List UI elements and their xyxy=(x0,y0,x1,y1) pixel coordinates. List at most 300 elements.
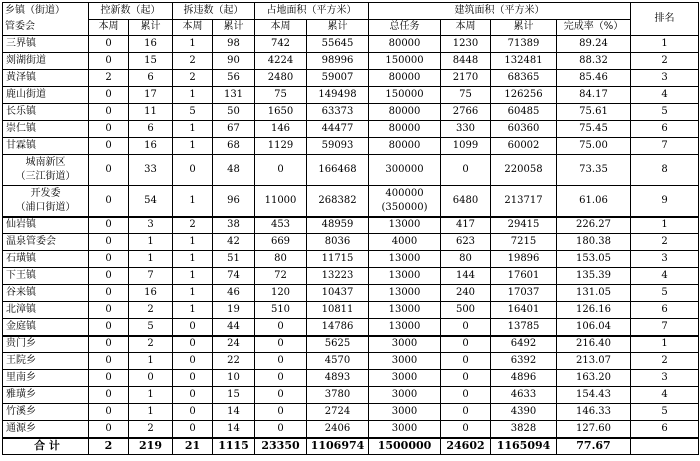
cell-total-task-line: 13000 xyxy=(388,270,421,281)
cell-land-area-cumulative: 55645 xyxy=(307,36,369,53)
cell-demolish-cumulative: 96 xyxy=(213,186,255,217)
cell-completion-rate: 75.00 xyxy=(557,138,631,155)
cell-rank: 4 xyxy=(631,387,699,404)
cell-total-task xyxy=(369,302,441,319)
cell-completion-rate: 88.32 xyxy=(557,53,631,70)
cell-rank: 7 xyxy=(631,319,699,336)
total-completion-rate: 77.67 xyxy=(557,438,631,455)
cell-control-new-week: 0 xyxy=(89,421,129,438)
cell-total-task xyxy=(369,70,441,87)
cell-control-new-cumulative: 16 xyxy=(129,285,173,302)
cell-completion-rate: 127.60 xyxy=(557,421,631,438)
cell-completion-rate: 84.17 xyxy=(557,87,631,104)
table-row xyxy=(3,186,699,217)
cell-land-area-week: 453 xyxy=(255,217,307,234)
cell-control-new-cumulative: 1 xyxy=(129,234,173,251)
town-name xyxy=(3,121,89,138)
cell-completion-rate: 135.39 xyxy=(557,268,631,285)
cell-land-area-cumulative: 8036 xyxy=(307,234,369,251)
cell-rank: 1 xyxy=(631,36,699,53)
cell-control-new-cumulative: 1 xyxy=(129,353,173,370)
town-name xyxy=(3,268,89,285)
total-label: 合 计 xyxy=(3,438,89,455)
cell-total-task xyxy=(369,421,441,438)
cell-control-new-cumulative: 1 xyxy=(129,251,173,268)
cell-rank: 8 xyxy=(631,155,699,186)
cell-control-new-week: 0 xyxy=(89,36,129,53)
cell-land-area-week: 0 xyxy=(255,387,307,404)
cell-demolish-week: 0 xyxy=(173,387,213,404)
total-demolish-cumulative: 1115 xyxy=(213,438,255,455)
cell-land-area-week: 0 xyxy=(255,155,307,186)
cell-land-area-week: 4224 xyxy=(255,53,307,70)
table-row xyxy=(3,36,699,53)
cell-rank: 6 xyxy=(631,302,699,319)
total-build-area-week: 24602 xyxy=(441,438,491,455)
cell-control-new-week: 0 xyxy=(89,186,129,217)
cell-control-new-cumulative: 1 xyxy=(129,387,173,404)
cell-build-area-week: 1230 xyxy=(441,36,491,53)
cell-rank: 5 xyxy=(631,404,699,421)
cell-completion-rate: 126.16 xyxy=(557,302,631,319)
table-row xyxy=(3,319,699,336)
town-name-line: 开发委 xyxy=(30,187,61,199)
town-name-line: 竹溪乡 xyxy=(6,406,36,417)
cell-land-area-week: 742 xyxy=(255,36,307,53)
cell-total-task-line: 13000 xyxy=(388,219,421,231)
cell-demolish-cumulative: 15 xyxy=(213,387,255,404)
cell-total-task-line: 4000 xyxy=(391,236,418,247)
town-name-line: 雅璜乡 xyxy=(6,389,36,400)
cell-control-new-week: 0 xyxy=(89,138,129,155)
table-row xyxy=(3,234,699,251)
cell-demolish-week: 5 xyxy=(173,104,213,121)
cell-control-new-week: 0 xyxy=(89,53,129,70)
town-name-line: 石璜镇 xyxy=(6,253,36,264)
town-name-line: 仙岩镇 xyxy=(6,219,36,231)
cell-land-area-cumulative: 10811 xyxy=(307,302,369,319)
cell-demolish-cumulative: 131 xyxy=(213,87,255,104)
cell-demolish-week: 1 xyxy=(173,87,213,104)
cell-land-area-cumulative: 59007 xyxy=(307,70,369,87)
cell-land-area-week: 0 xyxy=(255,336,307,353)
header-corner xyxy=(3,3,89,36)
cell-build-area-cumulative: 126256 xyxy=(491,87,557,104)
cell-control-new-cumulative: 1 xyxy=(129,404,173,421)
cell-control-new-cumulative: 2 xyxy=(129,302,173,319)
cell-land-area-week: 0 xyxy=(255,370,307,387)
cell-control-new-cumulative: 16 xyxy=(129,36,173,53)
cell-demolish-cumulative: 46 xyxy=(213,285,255,302)
cell-completion-rate: 180.38 xyxy=(557,234,631,251)
cell-rank: 5 xyxy=(631,285,699,302)
town-name xyxy=(3,387,89,404)
town-name xyxy=(3,234,89,251)
cell-land-area-cumulative: 268382 xyxy=(307,186,369,217)
cell-total-task-line: 13000 xyxy=(388,253,421,264)
cell-control-new-week: 0 xyxy=(89,336,129,353)
cell-build-area-week: 0 xyxy=(441,155,491,186)
cell-control-new-cumulative: 7 xyxy=(129,268,173,285)
header-control-new-week: 本周 xyxy=(89,19,129,36)
cell-build-area-week: 330 xyxy=(441,121,491,138)
cell-land-area-cumulative: 44477 xyxy=(307,121,369,138)
cell-total-task xyxy=(369,36,441,53)
cell-completion-rate: 154.43 xyxy=(557,387,631,404)
cell-demolish-week: 0 xyxy=(173,319,213,336)
town-name xyxy=(3,36,89,53)
cell-total-task xyxy=(369,53,441,70)
cell-demolish-cumulative: 98 xyxy=(213,36,255,53)
cell-demolish-week: 0 xyxy=(173,336,213,353)
cell-build-area-cumulative: 6492 xyxy=(491,336,557,353)
cell-land-area-week: 80 xyxy=(255,251,307,268)
cell-build-area-cumulative: 4633 xyxy=(491,387,557,404)
cell-demolish-cumulative: 67 xyxy=(213,121,255,138)
town-name-line: 温泉管委会 xyxy=(6,236,56,247)
cell-total-task xyxy=(369,404,441,421)
cell-total-task-line: (350000) xyxy=(381,201,428,213)
cell-land-area-cumulative: 13223 xyxy=(307,268,369,285)
cell-build-area-cumulative: 68365 xyxy=(491,70,557,87)
cell-total-task xyxy=(369,104,441,121)
cell-land-area-cumulative: 63373 xyxy=(307,104,369,121)
cell-build-area-cumulative: 7215 xyxy=(491,234,557,251)
town-name xyxy=(3,302,89,319)
header-land-area-cumulative: 累计 xyxy=(307,19,369,36)
cell-demolish-cumulative: 74 xyxy=(213,268,255,285)
cell-land-area-cumulative: 14786 xyxy=(307,319,369,336)
cell-control-new-cumulative: 3 xyxy=(129,217,173,234)
town-name-line: 通源乡 xyxy=(6,422,36,434)
cell-demolish-cumulative: 14 xyxy=(213,421,255,438)
cell-land-area-week: 2480 xyxy=(255,70,307,87)
header-control-new: 控新数（起） xyxy=(89,3,173,20)
cell-land-area-cumulative: 5625 xyxy=(307,336,369,353)
cell-control-new-cumulative: 6 xyxy=(129,121,173,138)
table-row xyxy=(3,353,699,370)
cell-total-task-line: 3000 xyxy=(391,422,418,434)
cell-completion-rate: 146.33 xyxy=(557,404,631,421)
cell-land-area-week: 120 xyxy=(255,285,307,302)
town-name-line: 下王镇 xyxy=(6,270,36,281)
cell-control-new-week: 0 xyxy=(89,268,129,285)
cell-build-area-cumulative: 13785 xyxy=(491,319,557,336)
cell-build-area-week: 75 xyxy=(441,87,491,104)
town-name xyxy=(3,421,89,438)
cell-completion-rate: 213.07 xyxy=(557,353,631,370)
cell-control-new-cumulative: 11 xyxy=(129,104,173,121)
header-rank: 排名 xyxy=(631,3,699,36)
cell-total-task xyxy=(369,217,441,234)
cell-total-task xyxy=(369,234,441,251)
town-name-line: （浦口街道） xyxy=(15,201,76,213)
cell-build-area-week: 500 xyxy=(441,302,491,319)
town-name xyxy=(3,53,89,70)
cell-control-new-week: 0 xyxy=(89,251,129,268)
cell-total-task-line: 150000 xyxy=(385,89,424,100)
table-row xyxy=(3,268,699,285)
cell-total-task-line: 3000 xyxy=(391,389,418,400)
cell-total-task-line: 80000 xyxy=(388,140,421,151)
cell-build-area-cumulative: 29415 xyxy=(491,217,557,234)
cell-demolish-cumulative: 44 xyxy=(213,319,255,336)
header-corner-line2: 管委会 xyxy=(5,21,35,32)
cell-demolish-week: 2 xyxy=(173,70,213,87)
cell-total-task xyxy=(369,268,441,285)
cell-demolish-cumulative: 22 xyxy=(213,353,255,370)
table-body xyxy=(3,36,699,438)
cell-land-area-week: 669 xyxy=(255,234,307,251)
cell-total-task-line: 3000 xyxy=(391,338,418,350)
total-build-area-cumulative: 1165094 xyxy=(491,438,557,455)
cell-total-task-line: 13000 xyxy=(388,287,421,298)
table-row xyxy=(3,87,699,104)
cell-demolish-week: 1 xyxy=(173,302,213,319)
cell-land-area-cumulative: 3780 xyxy=(307,387,369,404)
cell-land-area-cumulative: 2724 xyxy=(307,404,369,421)
header-total-task: 总任务 xyxy=(369,19,441,36)
cell-control-new-cumulative: 16 xyxy=(129,138,173,155)
total-rank xyxy=(631,438,699,455)
cell-build-area-week: 144 xyxy=(441,268,491,285)
cell-demolish-cumulative: 42 xyxy=(213,234,255,251)
cell-build-area-cumulative: 220058 xyxy=(491,155,557,186)
total-demolish-week: 21 xyxy=(173,438,213,455)
header-corner-line1: 乡镇（街道） xyxy=(5,5,65,16)
total-land-area-cumulative: 1106974 xyxy=(307,438,369,455)
town-name xyxy=(3,186,89,217)
cell-build-area-week: 2170 xyxy=(441,70,491,87)
cell-total-task xyxy=(369,251,441,268)
cell-demolish-week: 2 xyxy=(173,217,213,234)
progress-table xyxy=(2,2,699,455)
town-name-line: 谷来镇 xyxy=(6,287,36,298)
cell-control-new-week: 0 xyxy=(89,370,129,387)
cell-build-area-cumulative: 6392 xyxy=(491,353,557,370)
cell-build-area-cumulative: 16401 xyxy=(491,302,557,319)
town-name xyxy=(3,87,89,104)
cell-rank: 4 xyxy=(631,87,699,104)
town-name xyxy=(3,138,89,155)
table-row xyxy=(3,53,699,70)
town-name-line: 贵门乡 xyxy=(6,338,36,350)
cell-land-area-cumulative: 166468 xyxy=(307,155,369,186)
cell-build-area-cumulative: 19896 xyxy=(491,251,557,268)
cell-build-area-week: 623 xyxy=(441,234,491,251)
cell-demolish-cumulative: 14 xyxy=(213,404,255,421)
town-name xyxy=(3,336,89,353)
cell-total-task xyxy=(369,87,441,104)
cell-completion-rate: 153.05 xyxy=(557,251,631,268)
cell-demolish-cumulative: 90 xyxy=(213,53,255,70)
cell-control-new-week: 0 xyxy=(89,155,129,186)
cell-demolish-cumulative: 19 xyxy=(213,302,255,319)
cell-land-area-week: 1129 xyxy=(255,138,307,155)
cell-demolish-cumulative: 10 xyxy=(213,370,255,387)
cell-total-task xyxy=(369,155,441,186)
cell-control-new-week: 0 xyxy=(89,121,129,138)
cell-land-area-week: 75 xyxy=(255,87,307,104)
total-control-new-week: 2 xyxy=(89,438,129,455)
cell-build-area-cumulative: 4390 xyxy=(491,404,557,421)
cell-build-area-week: 0 xyxy=(441,421,491,438)
cell-build-area-week: 0 xyxy=(441,336,491,353)
cell-build-area-week: 8448 xyxy=(441,53,491,70)
cell-build-area-week: 1099 xyxy=(441,138,491,155)
cell-rank: 3 xyxy=(631,70,699,87)
cell-demolish-week: 1 xyxy=(173,186,213,217)
cell-rank: 1 xyxy=(631,217,699,234)
cell-demolish-week: 0 xyxy=(173,353,213,370)
cell-rank: 3 xyxy=(631,370,699,387)
town-name-line: 里南乡 xyxy=(6,372,36,383)
town-name xyxy=(3,319,89,336)
cell-demolish-week: 1 xyxy=(173,268,213,285)
cell-completion-rate: 131.05 xyxy=(557,285,631,302)
table-row xyxy=(3,251,699,268)
cell-demolish-week: 0 xyxy=(173,155,213,186)
header-land-area: 占地面积（平方米） xyxy=(255,3,369,20)
cell-demolish-week: 0 xyxy=(173,370,213,387)
cell-total-task-line: 13000 xyxy=(388,304,421,315)
cell-total-task-line: 80000 xyxy=(388,106,421,117)
cell-land-area-cumulative: 11715 xyxy=(307,251,369,268)
cell-total-task-line: 80000 xyxy=(388,72,421,83)
table-row xyxy=(3,138,699,155)
table-row xyxy=(3,155,699,186)
cell-control-new-week: 0 xyxy=(89,387,129,404)
table-row xyxy=(3,387,699,404)
cell-rank: 9 xyxy=(631,186,699,217)
cell-control-new-week: 0 xyxy=(89,302,129,319)
cell-build-area-week: 80 xyxy=(441,251,491,268)
cell-completion-rate: 61.06 xyxy=(557,186,631,217)
town-name-line: 三界镇 xyxy=(6,38,36,49)
cell-rank: 5 xyxy=(631,104,699,121)
town-name-line: 剡湖街道 xyxy=(6,55,46,66)
cell-rank: 1 xyxy=(631,336,699,353)
cell-total-task-line: 80000 xyxy=(388,38,421,49)
town-name-line: 黄泽镇 xyxy=(6,72,36,83)
cell-total-task-line: 3000 xyxy=(391,406,418,417)
progress-report-sheet xyxy=(2,2,699,455)
cell-completion-rate: 85.46 xyxy=(557,70,631,87)
table-row xyxy=(3,404,699,421)
cell-rank: 4 xyxy=(631,268,699,285)
cell-total-task xyxy=(369,186,441,217)
cell-rank: 6 xyxy=(631,421,699,438)
cell-build-area-cumulative: 17601 xyxy=(491,268,557,285)
cell-build-area-week: 0 xyxy=(441,387,491,404)
table-row xyxy=(3,336,699,353)
cell-total-task xyxy=(369,319,441,336)
table-row xyxy=(3,302,699,319)
cell-control-new-cumulative: 5 xyxy=(129,319,173,336)
cell-total-task xyxy=(369,387,441,404)
cell-total-task xyxy=(369,370,441,387)
cell-land-area-week: 510 xyxy=(255,302,307,319)
cell-completion-rate: 226.27 xyxy=(557,217,631,234)
cell-land-area-week: 0 xyxy=(255,421,307,438)
cell-demolish-week: 1 xyxy=(173,285,213,302)
cell-completion-rate: 89.24 xyxy=(557,36,631,53)
cell-demolish-week: 0 xyxy=(173,404,213,421)
table-header xyxy=(3,3,699,36)
town-name-line: 王院乡 xyxy=(6,355,36,366)
cell-demolish-cumulative: 68 xyxy=(213,138,255,155)
header-build-area-week: 本周 xyxy=(441,19,491,36)
cell-control-new-week: 0 xyxy=(89,87,129,104)
table-row xyxy=(3,421,699,438)
cell-demolish-week: 2 xyxy=(173,53,213,70)
cell-rank: 3 xyxy=(631,251,699,268)
cell-total-task-line: 3000 xyxy=(391,372,418,383)
table-row xyxy=(3,217,699,234)
cell-land-area-cumulative: 4570 xyxy=(307,353,369,370)
cell-rank: 2 xyxy=(631,234,699,251)
town-name-line: 北漳镇 xyxy=(6,304,36,315)
cell-rank: 2 xyxy=(631,53,699,70)
cell-control-new-week: 0 xyxy=(89,353,129,370)
table-row xyxy=(3,370,699,387)
cell-completion-rate: 106.04 xyxy=(557,319,631,336)
cell-land-area-cumulative: 4893 xyxy=(307,370,369,387)
cell-demolish-cumulative: 51 xyxy=(213,251,255,268)
cell-rank: 7 xyxy=(631,138,699,155)
cell-demolish-week: 1 xyxy=(173,138,213,155)
cell-land-area-week: 0 xyxy=(255,404,307,421)
town-name xyxy=(3,217,89,234)
header-control-new-cumulative: 累计 xyxy=(129,19,173,36)
town-name-line: 长乐镇 xyxy=(6,106,36,117)
cell-land-area-cumulative: 2406 xyxy=(307,421,369,438)
cell-control-new-week: 0 xyxy=(89,234,129,251)
cell-total-task-line: 80000 xyxy=(388,123,421,134)
cell-total-task-line: 150000 xyxy=(385,55,424,66)
cell-land-area-week: 0 xyxy=(255,353,307,370)
cell-demolish-week: 1 xyxy=(173,121,213,138)
town-name xyxy=(3,353,89,370)
cell-land-area-cumulative: 98996 xyxy=(307,53,369,70)
cell-land-area-cumulative: 59093 xyxy=(307,138,369,155)
cell-total-task xyxy=(369,121,441,138)
cell-control-new-cumulative: 6 xyxy=(129,70,173,87)
cell-control-new-cumulative: 0 xyxy=(129,370,173,387)
cell-build-area-week: 0 xyxy=(441,353,491,370)
cell-demolish-cumulative: 48 xyxy=(213,155,255,186)
header-land-area-week: 本周 xyxy=(255,19,307,36)
cell-build-area-cumulative: 60360 xyxy=(491,121,557,138)
cell-build-area-cumulative: 17037 xyxy=(491,285,557,302)
town-name xyxy=(3,155,89,186)
cell-rank: 2 xyxy=(631,353,699,370)
header-completion-rate: 完成率（%） xyxy=(557,19,631,36)
cell-control-new-cumulative: 2 xyxy=(129,421,173,438)
cell-build-area-week: 0 xyxy=(441,370,491,387)
cell-build-area-week: 417 xyxy=(441,217,491,234)
cell-land-area-week: 0 xyxy=(255,319,307,336)
cell-total-task xyxy=(369,353,441,370)
table-footer xyxy=(3,438,699,455)
table-row xyxy=(3,70,699,87)
cell-build-area-week: 6480 xyxy=(441,186,491,217)
cell-control-new-week: 0 xyxy=(89,285,129,302)
town-name xyxy=(3,70,89,87)
cell-land-area-week: 72 xyxy=(255,268,307,285)
cell-control-new-week: 2 xyxy=(89,70,129,87)
cell-land-area-week: 146 xyxy=(255,121,307,138)
